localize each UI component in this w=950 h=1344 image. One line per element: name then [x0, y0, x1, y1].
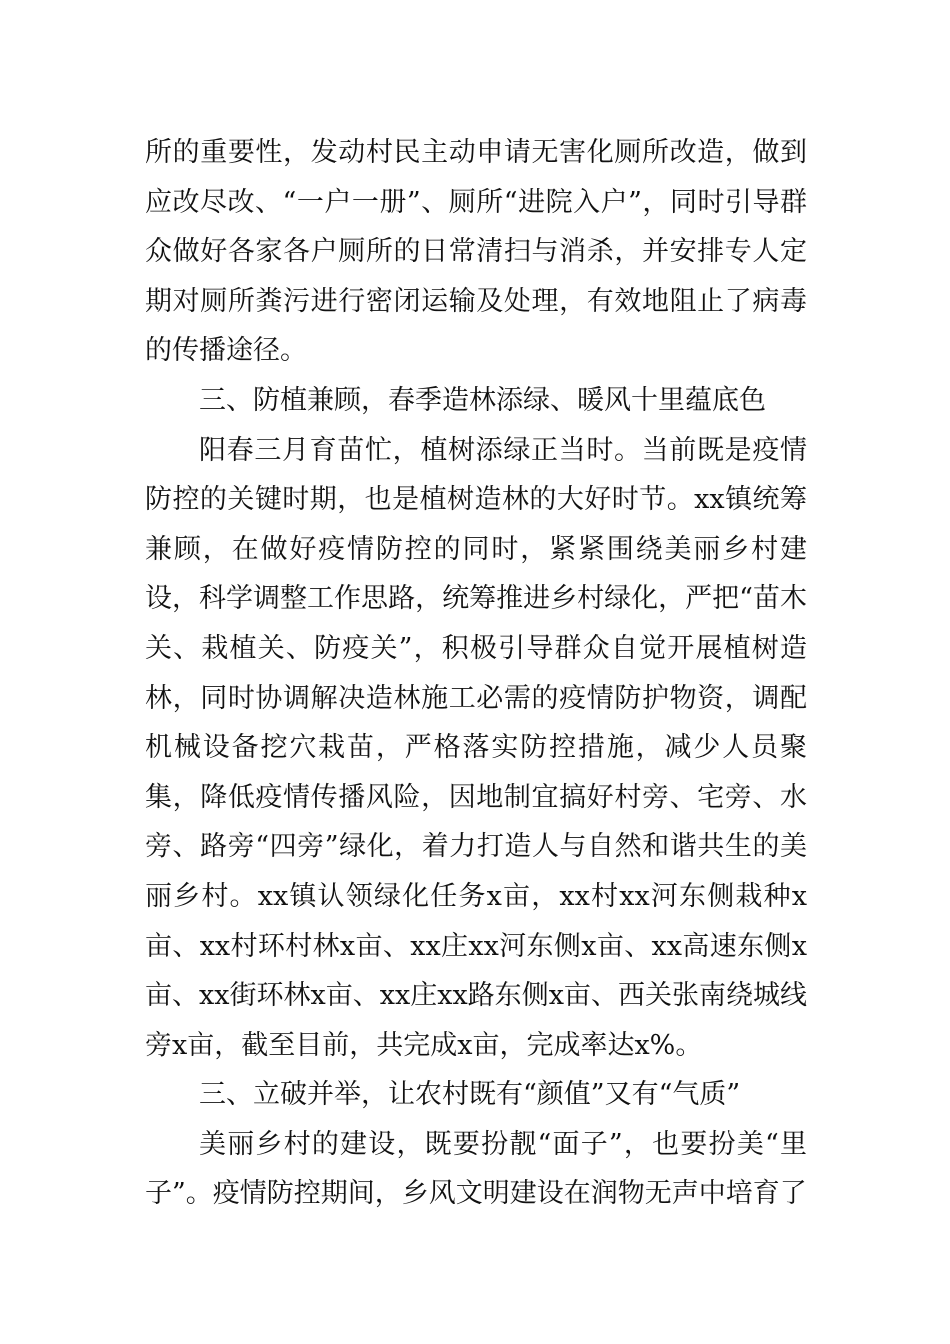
section-heading: 三、立破并举，让农村既有“颜值”又有“气质”	[199, 1079, 741, 1111]
paragraph-body: 美丽乡村的建设，既要扮靓“面子”，也要扮美“里子”。疫情防控期间，乡风文明建设在润物无声中培育了	[145, 1128, 807, 1210]
paragraph-body: 阳春三月育苗忙，植树添绿正当时。当前既是疫情防控的关键时期，也是植树造林的大好时节。xx镇统筹兼顾，在做好疫情防控的同时，紧紧围绕美丽乡村建设，科学调整工作思路，统筹推进乡村绿化，严把“苗木关、栽植关、防疫关”，积极引导群众自觉开展植树造林，同时协调解决造林施工必需的疫情防护物资，调配机械设备挖穴栽苗，严格落实防控措施，减少人员聚集，降低疫情传播风险，因地制宜搞好村旁、宅旁、水旁、路旁“四旁”绿化，着力打造人与自然和谐共生的美丽乡村。xx镇认领绿化任务x亩，xx村xx河东侧栽种x亩、xx村环村林x亩、xx庄xx河东侧x亩、xx高速东侧x亩、xx街环林x亩、xx庄xx路东侧x亩、西关张南绕城线旁x亩，截至目前，共完成x亩，完成率达x%。	[145, 434, 807, 1061]
section-heading: 三、防植兼顾，春季造林添绿、暖风十里蕴底色	[199, 384, 766, 416]
document-body	[145, 128, 807, 1219]
paragraph-continuation: 所的重要性，发动村民主动申请无害化厕所改造，做到应改尽改、“一户一册”、厕所“进院入户”，同时引导群众做好各家各户厕所的日常清扫与消杀，并安排专人定期对厕所粪污进行密闭运输及处理，有效地阻止了病毒的传播途径。	[145, 137, 807, 367]
